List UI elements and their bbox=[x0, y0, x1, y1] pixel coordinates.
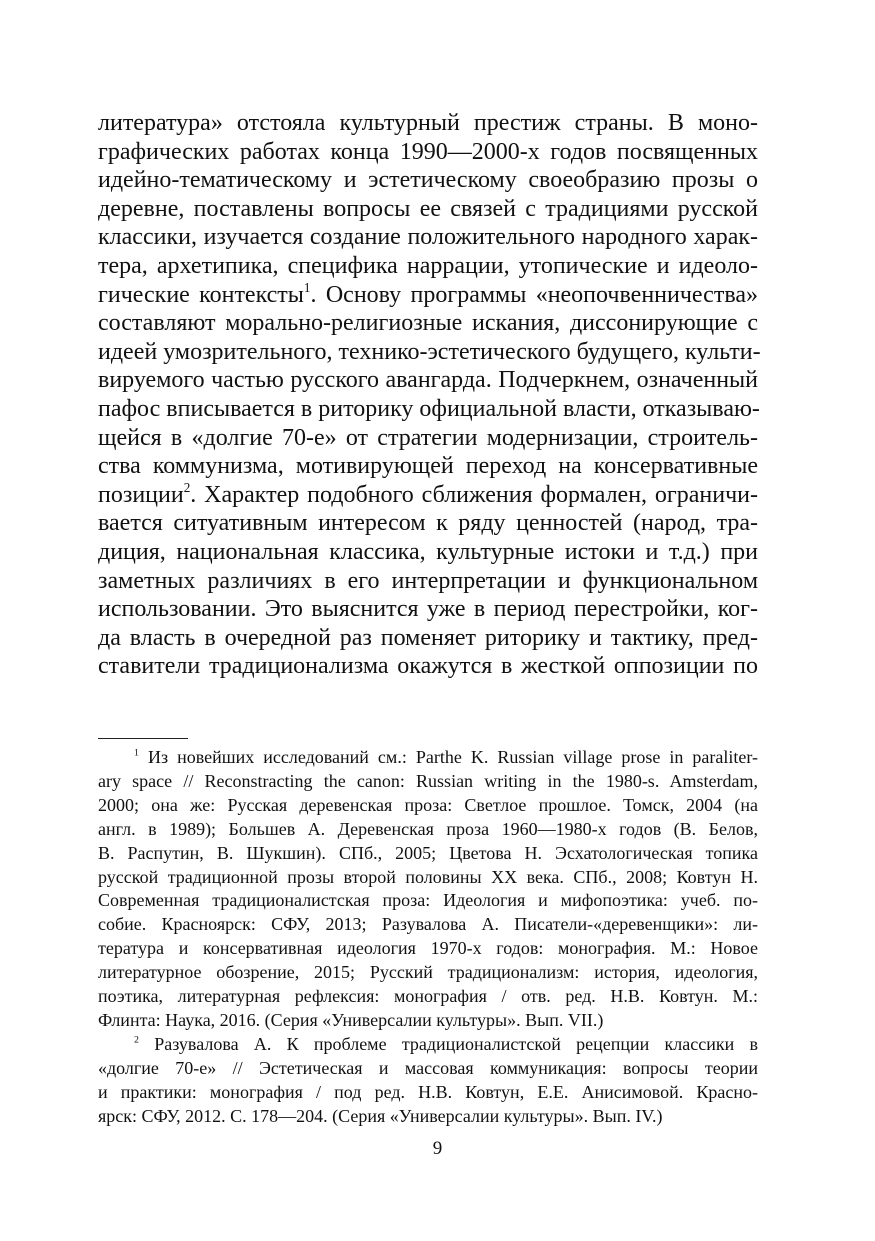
text-line: тера, архетипика, специфика наррации, утопические и идеоло- bbox=[98, 252, 758, 279]
text-line: вируемого частью русского авангарда. Подчеркнем, означенный bbox=[98, 367, 758, 394]
footnote-number: 2 bbox=[134, 1034, 139, 1046]
text-line: использовании. Это выяснится уже в период перестройки, ког- bbox=[98, 596, 758, 623]
text-line: пафос вписывается в риторику официальной власти, отказываю- bbox=[98, 395, 760, 422]
text-segment: позиции bbox=[98, 481, 184, 508]
footnote-divider bbox=[98, 738, 188, 739]
text-line: заметных различиях в его интерпретации и функциональном bbox=[98, 567, 758, 594]
text-line bbox=[98, 481, 758, 510]
footnote-text: Из новейших исследований см.: Parthe K. Russian village prose in paraliter- bbox=[147, 747, 759, 767]
text-segment: . Основу программы «неопочвенничества» bbox=[310, 281, 758, 308]
footnote-number: 1 bbox=[134, 747, 139, 759]
footnote-line: русской традиционной прозы второй половины XX века. СПб., 2008; Ковтун Н. bbox=[98, 866, 758, 887]
footnote-line: ярск: СФУ, 2012. С. 178—204. (Серия «Универсалии культуры». Вып. IV.) bbox=[98, 1105, 663, 1126]
page-number: 9 bbox=[432, 1138, 443, 1159]
footnote-line: поэтика, литературная рефлексия: монография / отв. ред. Н.В. Ковтун. М.: bbox=[98, 986, 758, 1007]
footnote-line: литературное обозрение, 2015; Русский традиционализм: история, идеология, bbox=[98, 962, 758, 983]
footnote-reference-1[interactable]: 1 bbox=[303, 279, 311, 295]
footnote-line: «долгие 70-е» // Эстетическая и массовая коммуникация: вопросы теории bbox=[98, 1057, 758, 1078]
footnote-line: Флинта: Наука, 2016. (Серия «Универсалии культуры». Вып. VII.) bbox=[98, 1009, 604, 1030]
text-line: идеей умозрительного, технико-эстетического будущего, культи- bbox=[98, 338, 761, 365]
text-line: деревне, поставлены вопросы ее связей с традициями русской bbox=[98, 195, 758, 222]
footnote-line: В. Распутин, В. Шукшин). СПб., 2005; Цветова Н. Эсхатологическая топика bbox=[98, 842, 758, 863]
text-line: графических работах конца 1990—2000-х годов посвященных bbox=[98, 138, 758, 165]
text-line: ства коммунизма, мотивирующей переход на консервативные bbox=[98, 453, 758, 480]
footnote-line: англ. в 1989); Большев А. Деревенская проза 1960—1980-х годов (В. Белов, bbox=[98, 818, 758, 839]
footnote-reference-2[interactable]: 2 bbox=[183, 479, 191, 495]
text-line: вается ситуативным интересом к ряду ценностей (народ, тра- bbox=[98, 510, 758, 537]
footnote-line bbox=[98, 746, 758, 770]
footnotes-section bbox=[98, 746, 758, 1129]
footnote-2 bbox=[98, 1033, 758, 1129]
footnote-text: Разувалова А. К проблеме традиционалистской рецепции классики в bbox=[154, 1033, 758, 1054]
text-line: идейно-тематическому и эстетическому своеобразию прозы о bbox=[98, 167, 758, 194]
footnote-line: ary space // Reconstracting the canon: Russian writing in the 1980-s. Amsterdam, bbox=[98, 770, 758, 791]
text-line: классики, изучается создание положительного народного харак- bbox=[98, 224, 758, 251]
footnote-1 bbox=[98, 746, 758, 1033]
text-line: щейся в «долгие 70-е» от стратегии модернизации, строитель- bbox=[98, 424, 758, 451]
footnote-line: 2000; она же: Русская деревенская проза: Светлое прошлое. Томск, 2004 (на bbox=[98, 794, 758, 815]
footnote-line: тература и консервативная идеология 1970-х годов: монография. М.: Новое bbox=[98, 938, 758, 959]
text-line: да власть в очередной раз поменяет риторику и тактику, пред- bbox=[98, 624, 758, 651]
text-segment: . Характер подобного сближения формален, ограничи- bbox=[190, 481, 758, 508]
text-line: составляют морально-религиозные искания, диссонирующие с bbox=[98, 310, 758, 337]
footnote-line: собие. Красноярск: СФУ, 2013; Разувалова А. Писатели-«деревенщики»: ли- bbox=[98, 914, 758, 935]
text-line: литература» отстояла культурный престиж страны. В моно- bbox=[98, 110, 758, 136]
main-text-body bbox=[98, 109, 761, 681]
text-line: диция, национальная классика, культурные истоки и т.д.) при bbox=[98, 538, 758, 565]
text-segment: гические контексты bbox=[98, 281, 304, 308]
footnote-line: и практики: монография / под ред. Н.В. Ковтун, Е.Е. Анисимовой. Красно- bbox=[98, 1081, 758, 1102]
footnote-line bbox=[98, 1033, 758, 1057]
text-line: ставители традиционализма окажутся в жесткой оппозиции по bbox=[98, 653, 758, 680]
footnote-line: Современная традиционалистская проза: Идеология и мифопоэтика: учеб. по- bbox=[98, 890, 758, 911]
text-line bbox=[98, 281, 758, 310]
